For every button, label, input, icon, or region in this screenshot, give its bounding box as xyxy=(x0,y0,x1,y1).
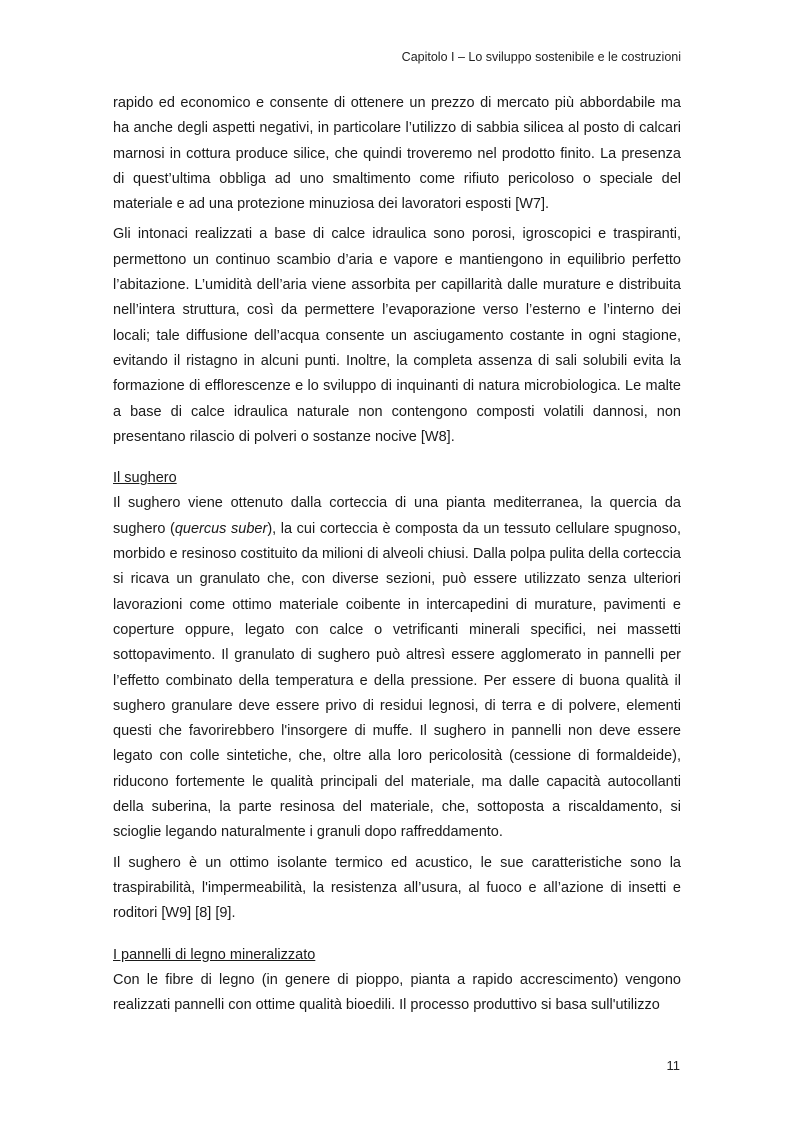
paragraph-wood-panels: Con le fibre di legno (in genere di pioppo, pianta a rapido accrescimento) vengono realizzati pannelli con ottime qualità bioedili. Il processo produttivo si basa sull'utilizzo xyxy=(113,971,681,1014)
section-heading-cork: Il sughero xyxy=(113,470,177,487)
paragraph-cork-properties: Il sughero è un ottimo isolante termico ed acustico, le sue caratteristiche sono la traspirabilità, l'impermeabilità, la resistenza all’usura, al fuoco e all’azione di insetti e roditori [W9] [8] [9]. xyxy=(113,854,681,922)
latin-species-name: quercus suber xyxy=(174,520,268,537)
page-number: 11 xyxy=(666,1058,680,1073)
body-text xyxy=(113,91,681,1023)
section-heading-wood-panels: I pannelli di legno mineralizzato xyxy=(113,946,316,963)
paragraph-lime-plaster-cont: rapido ed economico e consente di ottenere un prezzo di mercato più abbordabile ma ha anche degli aspetti negativi, in particolare l’utilizzo di sabbia silicea al posto di calcari marnosi in cottura produce silice, che quindi troveremo nel prodotto finito. La presenza di quest’ultima obbliga ad uno smaltimento come rifiuto pericoloso o speciale del materiale e ad una protezione minuziosa dei lavoratori esposti [W7]. xyxy=(113,95,681,213)
paragraph-cork-description xyxy=(113,491,681,845)
cork-text-rest: ), la cui corteccia è composta da un tessuto cellulare spugnoso, morbido e resinoso costituito da milioni di alveoli chiusi. Dalla polpa pulita della corteccia si ricava un granulato che, con diverse sezioni, può essere utilizzato senza ulteriori lavorazioni come ottimo materiale coibente in intercapedini di murature, pavimenti e coperture oppure, legato con calce o vetrificanti minerali specifici, nei massetti sottopavimento. Il granulato di sughero può altresì essere agglomerato in pannelli per l’effetto combinato della temperatura e della pressione. Per essere di buona qualità il sughero granulare deve essere privo di residui legnosi, di terra e di polvere, elementi questi che favorirebbero l'insorgere di muffe. Il sughero in pannelli non deve essere legato con colle sintetiche, che, oltre alla loro pericolosità (cessione di formaldeide), riducono fortemente le qualità principali del materiale, ma dalle capacità autocollanti della suberina, la parte resinosa del materiale, che, sottoposta a riscaldamento, si scioglie legando naturalmente i granuli dopo raffreddamento. xyxy=(113,520,681,841)
running-header: Capitolo I – Lo sviluppo sostenibile e le costruzioni xyxy=(401,50,681,64)
paragraph-hydraulic-lime-plaster: Gli intonaci realizzati a base di calce idraulica sono porosi, igroscopici e traspiranti, permettono un continuo scambio d’aria e vapore e mantiengono in equilibrio perfetto l’abitazione. L’umidità dell’aria viene assorbita per capillarità dalle murature e distribuita nell’intera struttura, così da permettere l’evaporazione verso l’esterno e l’interno dei locali; tale diffusione dell’acqua consente un asciugamento costante in ogni stagione, evitando il ristagno in alcuni punti. Inoltre, la completa assenza di sali solubili evita la formazione di efflorescenze e lo sviluppo di inquinanti di natura microbiologica. Le malte a base di calce idraulica naturale non contengono composti volatili dannosi, non presentano rilascio di polveri o sostanze nocive [W8]. xyxy=(113,226,681,445)
cork-text-start: Il sughero viene ottenuto dalla corteccia di una pianta mediterranea, la quercia da sughero ( xyxy=(113,495,681,537)
